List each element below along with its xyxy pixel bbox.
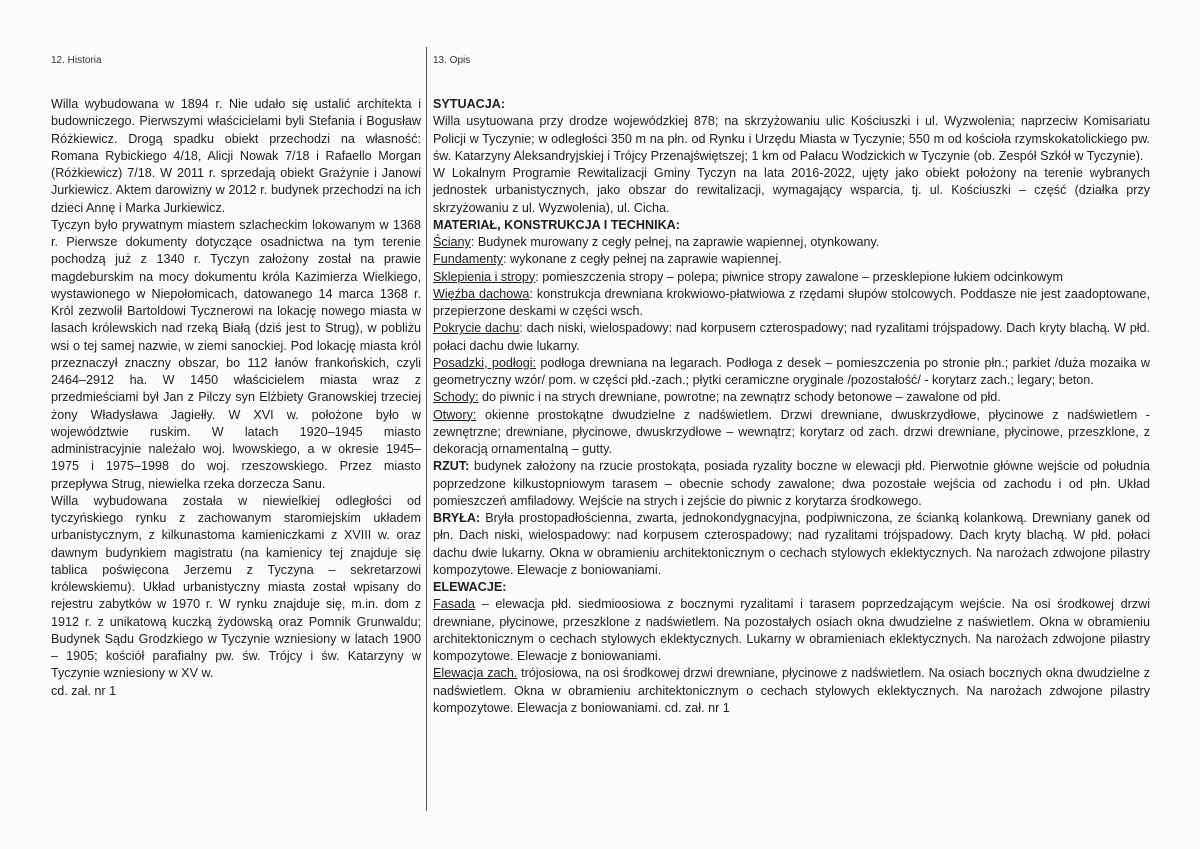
historia-paragraph: Willa wybudowana w 1894 r. Nie udało się ustalić architekta i budowniczego. Pierwszymi właścicielami byli Stefania i Bogusław Różkiewicz. Drogą spadku obiekt przechodzi na własność: Romana Rybickiego 4/18, Alicji Nowak 7/18 i Rafaello Morgan (Różkiewicz) 7/18. W 2011 r. sprzedają obiekt Grażynie i Janowi Jurkiewicz. Aktem darowizny w 2012 r. budynek przechodzi na ich dzieci Annę i Marka Jurkiewicz. [51,97,421,215]
item-text: pomieszczenia stropy – polepa; piwnice stropy zawalone – przesklepione łukiem odcinkowym [542,269,1064,284]
material-item-otwory [433,407,1150,459]
material-item-schody [433,389,1150,406]
bryla-title: BRYŁA: [433,511,481,525]
elewacja-fasada: Fasada – elewacja płd. siedmioosiowa z bocznymi ryzalitami i tarasem poprzedzającym wejście. Na osi środkowej drzwi drewniane, płycinowe, przeszklone z nadświetlem. Na pozostałych osiach okna dwudzielne z naświetlem. Okna w obramieniu architektonicznym o cechach stylowych eklektycznych. Lukarny w obramieniach eklektycznych. Na narożach zdwojone pilastry kompozytowe. Elewacje z boniowaniami. [433,597,1150,663]
section-heading-historia: 12. Historia [51,55,102,66]
material-item-posadzki [433,355,1150,390]
item-label: Pokrycie dachu [433,321,520,336]
material-item-wiezba: Więźba dachowa: konstrukcja drewniana krokwiowo-płatwiowa z rzędami słupów stolcowych. Poddasze nie jest zaadoptowane, przepierzone deskami w części wsch. [433,286,1150,318]
item-label: Fasada [433,597,476,612]
sytuacja-paragraph: W Lokalnym Programie Rewitalizacji Gminy Tyczyn na lata 2016-2022, ujęty jako obiekt położony na terenie wybranych jednostek urbanistycznych, jako obszar do rewitalizacji, wymagający wsparcia, tj. ul. Kościuszki – część (działka przy skrzyżowaniu z ul. Wyzwolenia), ul. Cicha. [433,166,1150,215]
item-label: Posadzki, podłogi: [433,355,537,370]
item-text: do piwnic i na strych drewniane, powrotne; na zewnątrz schody betonowe – zawalone od płd. [482,390,1001,405]
sytuacja-paragraph: Willa usytuowana przy drodze wojewódzkiej 878; na skrzyżowaniu ulic Kościuszki i ul. Wyzwolenia; naprzeciw Komisariatu Policji w Tyczynie; w odległości 350 m na płn. od Rynku i Urzędu Miasta w Tyczynie; 550 m od kościoła rzymskokatolickiego pw. św. Katarzyny Aleksandryjskiej i Trójcy Przenajświętszej; 1 km od Pałacu Wodzickich w Tyczynie (ob. Zespół Szkół w Tyczynie). [433,114,1150,163]
bryla-paragraph: BRYŁA: Bryła prostopadłościenna, zwarta, jednokondygnacyjna, podpiwniczona, ze ścianką kolankową. Drewniany ganek od płn. Dach niski, wielospadowy: nad korpusem czterospadowy; nad ryzalitami trójspadowy. Dach kryty blachą. W płd. połaci dachu dwie lukarny. Okna w obramieniu architektonicznym o cechach stylowych eklektycznych. Na narożach zdwojone pilastry kompozytowe. Elewacje z boniowaniami. [433,511,1150,577]
item-text: wykonane z cegły pełnej na zaprawie wapiennej. [510,252,782,267]
column-divider [426,47,427,811]
item-label: Sklepienia i stropy [433,269,536,284]
item-label: Schody: [433,390,479,405]
item-text: podłoga drewniana na legarach. Podłoga z desek – pomieszczenia po stronie płn.; parkiet /duża mozaika w geometryczny wzór/ pom. w części płd.-zach.; płytki ceramiczne oryginale /pozostałość/ - korytarz zach.; legary; beton. [433,355,1151,387]
material-item-pokrycie: Pokrycie dachu: dach niski, wielospadowy: nad korpusem czterospadowy; nad ryzalitami trójspadowy. Dach kryty blachą. W płd. połaci dachu dwie lukarny. [433,321,1151,353]
elewacje-title: ELEWACJE: [433,580,507,594]
item-label: Fundamenty [433,252,504,267]
elewacja-zachodnia: Elewacja zach. trójosiowa, na osi środkowej drzwi drewniane, płycinowe z nadświetlem. Na osiach bocznych okna dwudzielne z nadświetlem. Okna w obramieniu architektonicznym o cechach stylowych eklektycznych. Na narożach zdwojone pilastry kompozytowe. Elewacja z boniowaniami. cd. zał. nr 1 [433,666,1151,715]
item-label: Więźba dachowa [433,286,530,301]
material-item-fundamenty: Fundamenty: wykonane z cegły pełnej na zaprawie wapiennej. [433,252,782,267]
item-text: okienne prostokątne dwudzielne z nadświetlem. Drzwi drewniane, dwuskrzydłowe, płycinowe z nadświetlem - zewnętrzne; drewniane, płycinowe, dwuskrzydłowe – wewnątrz; korytarz od zach. drzwi drewniane, płycinowe, przeszklone, z dekoracją ornamentalną – gutty. [433,407,1150,456]
rzut-paragraph: RZUT: budynek założony na rzucie prostokąta, posiada ryzality boczne w elewacji płd. Pierwotnie główne wejście od południa poprzedzone kilkustopniowym tarasem – obecnie schody zawalone; dwa pozostałe wejścia od zachodu i od płn. Układ pomieszczeń amfiladowy. Wejście na strych i zejście do piwnic z korytarza środkowego. [433,459,1150,508]
sytuacja-title: SYTUACJA: [433,97,506,111]
item-label: Otwory: [433,407,477,422]
material-item-sciany: Ściany: Budynek murowany z cegły pełnej, na zaprawie wapiennej, otynkowany. [433,235,880,249]
rzut-title: RZUT: [433,459,470,474]
item-text: konstrukcja drewniana krokwiowo-płatwiowa z rzędami słupów stolcowych. Poddasze nie jest zaadoptowane, przepierzone deskami w części wsch. [433,286,1150,318]
historia-column [51,96,421,700]
item-text: dach niski, wielospadowy: nad korpusem czterospadowy; nad ryzalitami trójspadowy. Dach kryty blachą. W płd. połaci dachu dwie lukarny. [433,321,1151,353]
continued-note: cd. zał. nr 1 [51,683,117,698]
historia-paragraph: Willa wybudowana została w niewielkiej odległości od tyczyńskiego rynku z zachowanym staromiejskim układem urbanistycznym, z kilkunastoma kamieniczkami z XVIII w. oraz dawnym budynkiem magistratu (na kamienicy tej znajduje się tablica poświęcona Jerzemu z Tyczyna – sekretarzowi królewskiemu). Układ urbanistyczny miasta został wpisany do rejestru zabytków w 1970 r. W rynku znajduje się, m.in. dom z 1912 r. z unikatową kuczką żydowską oraz Pomnik Grunwaldu; Budynek Sądu Grodzkiego w Tyczynie wzniesiony w latach 1900 – 1905; kościół parafialny pw. św. Trójcy i św. Katarzyny w Tyczynie wzniesiony w XV w. [51,493,421,681]
opis-column [433,96,1150,717]
item-text: Budynek murowany z cegły pełnej, na zaprawie wapiennej, otynkowany. [477,235,880,249]
item-label: Ściany [433,235,471,249]
material-title: MATERIAŁ, KONSTRUKCJA I TECHNIKA: [433,217,680,232]
section-heading-opis: 13. Opis [433,55,471,66]
item-label: Elewacja zach. [433,666,518,681]
historia-paragraph: Tyczyn było prywatnym miastem szlacheckim lokowanym w 1368 r. Pierwsze dokumenty dotyczące osadnictwa na tym terenie pochodzą już z 1340 r. Tyczyn założony został na prawie magdeburskim na mocy dokumentu króla Kazimierza Wielkiego, wystawionego w Niepołomicach, datowanego 14 marca 1368 r. Król zezwolił Bartoldowi Tycznerowi na lokację nowego miasta w lasach królewskich nad rzeką Białą (dziś jest to Strug), w pobliżu wsi o tej samej nazwie, w ziemi sanockiej. Pod lokację miasta król przeznaczył znaczny obszar, bo 112 łanów frankońskich, czyli 2464–2912 ha. W 1450 właścicielem miasta wraz z przedmieściami był Jan z Pilczy syn Elżbiety Granowskiej trzeciej żony Władysława Jagiełły. W XVI w. położone było w województwie ruskim. W latach 1920–1945 miasto administracyjnie należało woj. lwowskiego, a w okresie 1945–1975 i 1975–1998 do woj. rzeszowskiego. Przez miasto przepływa Strug, niewielka rzeka dorzecza Sanu. [51,217,421,491]
material-item-sklepienia: Sklepienia i stropy: pomieszczenia stropy – polepa; piwnice stropy zawalone – przesklepione łukiem odcinkowym [433,269,1064,284]
